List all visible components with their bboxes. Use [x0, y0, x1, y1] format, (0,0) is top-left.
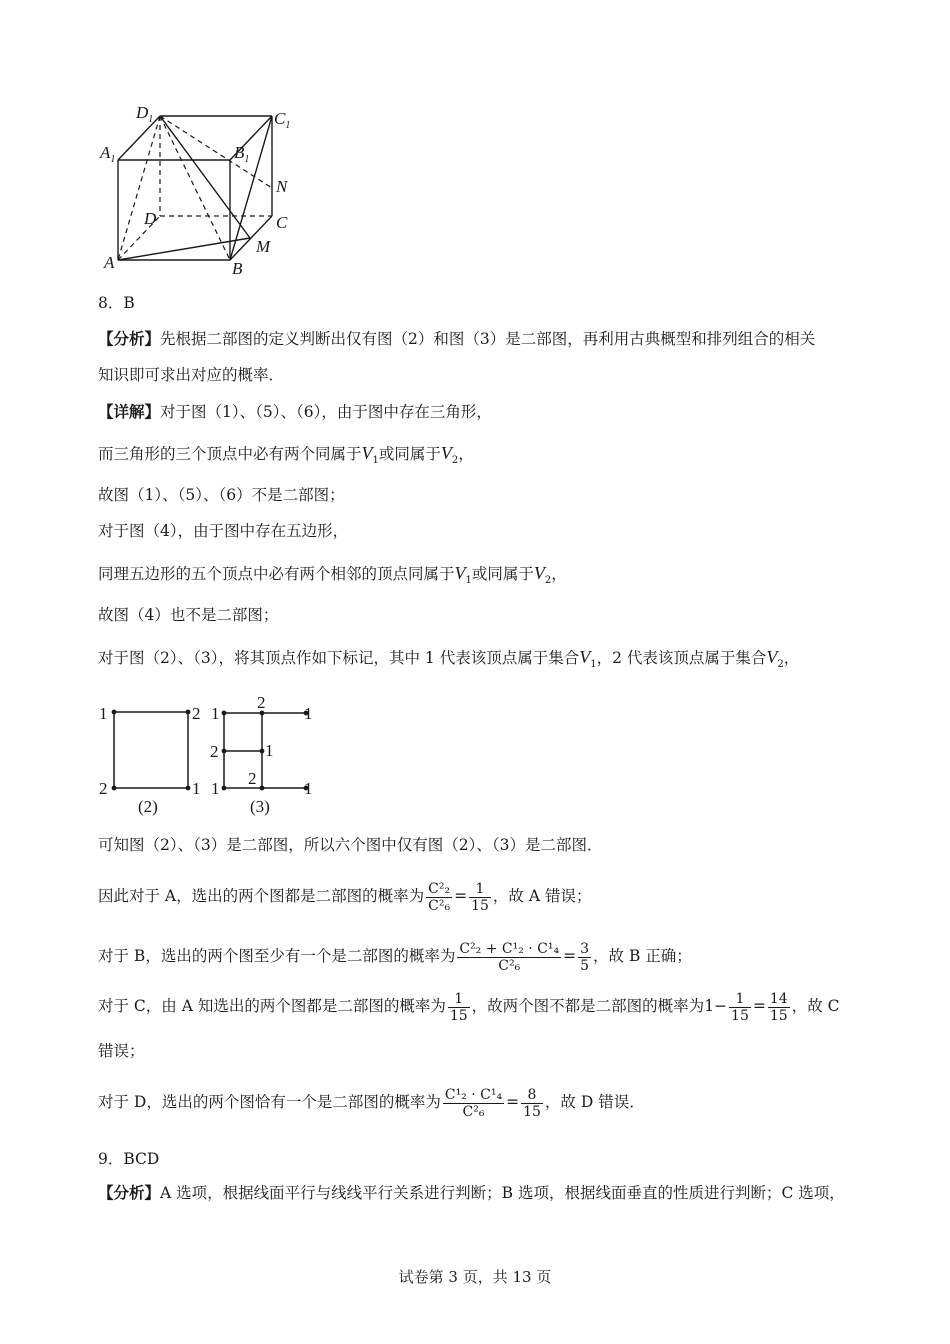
fig3-label-left-top: 1 [211, 704, 220, 723]
q8-header: 8．B [98, 294, 135, 312]
fig3-label-bottom-right: 1 [304, 779, 313, 798]
q8-line-6: 故图（4）也不是二部图； [98, 606, 279, 624]
q8-line-4: 对于图（4），由于图中存在五边形， [98, 522, 349, 540]
detail-text: 对于图（1）、（5）、（6），由于图中存在三角形， [160, 403, 492, 421]
fig2-label-bl: 2 [99, 779, 108, 798]
fig3-label-mid-right: 1 [265, 741, 274, 760]
q8-line-5: 同理五边形的五个顶点中必有两个相邻的顶点同属于$V_1$或同属于$V_2$， [98, 563, 567, 587]
label-d1: $D_1$ [136, 103, 154, 125]
analysis-tag: 【分析】 [98, 329, 161, 348]
q8-option-d: 对于 D，选出的两个图恰有一个是二部图的概率为 $\frac{\text{C¹₂ · C¹₄}}{\text{C²₆}}$ = $\frac{8}{15}$ ，故 D 错误． [98, 1086, 645, 1120]
label-b1: $B_1$ [234, 143, 250, 165]
fig3-caption: (3) [250, 797, 270, 816]
cube-figure [98, 98, 308, 278]
fig2-label-tl: 1 [99, 704, 108, 723]
q8-analysis-1 [98, 328, 815, 350]
q9-header: 9．BCD [98, 1150, 160, 1168]
q8-detail-1 [98, 401, 492, 423]
q8-option-b: 对于 B，选出的两个图至少有一个是二部图的概率为 $\frac{\text{C²₂ + C¹₂ · C¹₄}}{\text{C²₆}}$ = $\frac{3}{5}$ ，故 B 正确； [98, 940, 692, 974]
q8-analysis-2: 知识即可求出对应的概率． [98, 366, 285, 384]
q9-analysis-1 [98, 1182, 845, 1204]
fig3-label-top: 2 [257, 694, 266, 712]
label-c1: $C_1$ [274, 109, 291, 131]
fig2-label-tr: 2 [192, 704, 201, 723]
label-n: N [276, 177, 288, 196]
fig2-label-br: 1 [192, 779, 201, 798]
fig3-label-bottom-left: 1 [211, 779, 220, 798]
label-d: D [144, 209, 157, 228]
analysis-text: A 选项，根据线面平行与线线平行关系进行判断；B 选项，根据线面垂直的性质进行判断；C 选项， [160, 1184, 845, 1202]
q8-option-c: 对于 C，由 A 知选出的两个图都是二部图的概率为 $\frac{1}{15}$ ，故两个图不都是二部图的概率为1− $\frac{1}{15}$ = $\frac{14}{15}$ ，故 C [98, 990, 840, 1024]
label-a: A [104, 253, 115, 272]
analysis-tag: 【分析】 [98, 1183, 161, 1202]
q8-option-c-cont: 错误； [98, 1042, 145, 1060]
q8-line-3: 故图（1）、（5）、（6）不是二部图； [98, 486, 345, 504]
fig2-caption: (2) [138, 797, 158, 816]
q8-line-2: 而三角形的三个顶点中必有两个同属于$V_1$或同属于$V_2$， [98, 443, 474, 467]
bipartite-figures [96, 694, 336, 822]
fig3-label-mid-left: 2 [210, 742, 219, 761]
label-c: C [276, 213, 288, 232]
fig3-label-bottom-mid: 2 [248, 769, 257, 788]
detail-tag: 【详解】 [98, 402, 161, 421]
fig3-label-right-top: 1 [304, 704, 313, 723]
label-b: B [232, 259, 243, 278]
q8-line-7: 对于图（2）、（3），将其顶点作如下标记，其中 1 代表该顶点属于集合$V_1$，2 代表该顶点属于集合$V_2$， [98, 647, 800, 671]
label-m: M [256, 237, 271, 256]
label-a1: $A_1$ [100, 143, 116, 165]
analysis-text: 先根据二部图的定义判断出仅有图（2）和图（3）是二部图，再利用古典概型和排列组合的相关 [160, 330, 816, 348]
q8-option-a: 因此对于 A，选出的两个图都是二部图的概率为 $\frac{\text{C²₂}}{\text{C²₆}}$ = $\frac{1}{15}$ ，故 A 错误； [98, 880, 592, 914]
page-footer: 试卷第 3 页，共 13 页 [398, 1268, 552, 1286]
q8-line-8: 可知图（2）、（3）是二部图，所以六个图中仅有图（2）、（3）是二部图． [98, 836, 603, 854]
